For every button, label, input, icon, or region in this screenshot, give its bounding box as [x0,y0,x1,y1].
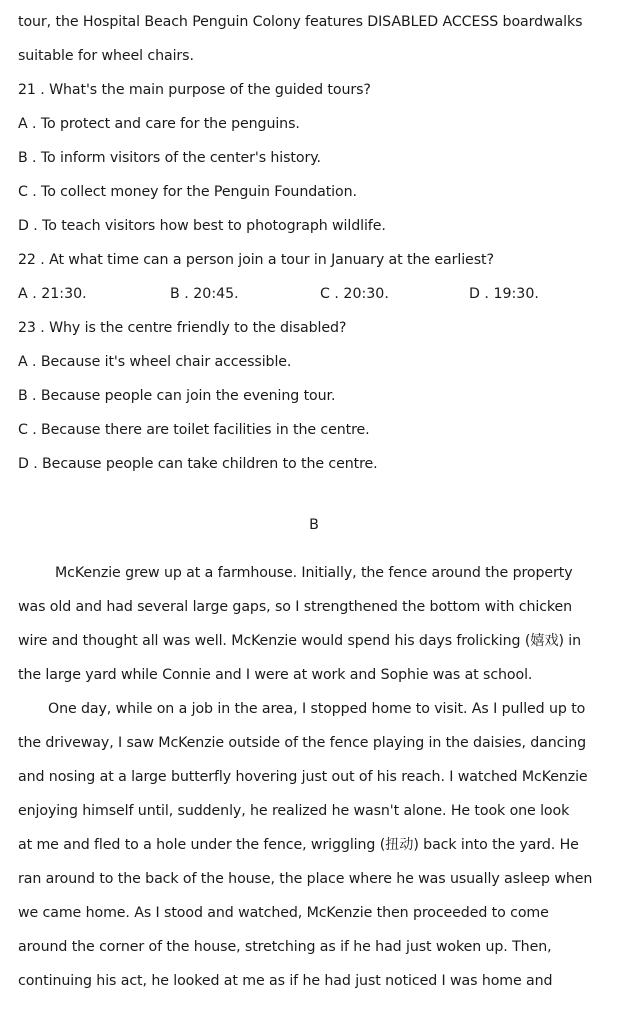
question-21-option-b: B . To inform visitors of the center's history. [18,150,321,166]
intro-line-1: tour, the Hospital Beach Penguin Colony features DISABLED ACCESS boardwalks [18,14,583,30]
question-23-option-d: D . Because people can take children to the centre. [18,456,378,472]
question-23-stem: 23 . Why is the centre friendly to the disabled? [18,320,347,336]
question-22-option-c: C . 20:30. [320,286,389,302]
question-21-option-a: A . To protect and care for the penguins. [18,116,300,132]
question-22-stem: 22 . At what time can a person join a tour in January at the earliest? [18,252,494,268]
question-22-option-d: D . 19:30. [469,286,539,302]
passage-p1-line-3: wire and thought all was well. McKenzie would spend his days frolicking (嬉戏) in [18,633,582,649]
passage-p2-line-4: enjoying himself until, suddenly, he realized he wasn't alone. He took one look [18,803,570,819]
intro-line-2: suitable for wheel chairs. [18,48,194,64]
passage-p1-line-1: McKenzie grew up at a farmhouse. Initially, the fence around the property [55,565,573,581]
question-23-option-c: C . Because there are toilet facilities in the centre. [18,422,370,438]
passage-p2-line-5: at me and fled to a hole under the fence, wriggling (扭动) back into the yard. He [18,837,579,853]
section-label: B [309,517,319,533]
question-22-option-a: A . 21:30. [18,286,87,302]
passage-p2-line-7: we came home. As I stood and watched, McKenzie then proceeded to come [18,905,549,921]
question-21-option-c: C . To collect money for the Penguin Foundation. [18,184,357,200]
passage-p2-line-1: One day, while on a job in the area, I stopped home to visit. As I pulled up to [48,701,586,717]
question-22-option-b: B . 20:45. [170,286,239,302]
passage-p2-line-3: and nosing at a large butterfly hovering just out of his reach. I watched McKenzie [18,769,588,785]
question-21-option-d: D . To teach visitors how best to photograph wildlife. [18,218,386,234]
passage-p2-line-9: continuing his act, he looked at me as if he had just noticed I was home and [18,973,553,989]
passage-p1-line-2: was old and had several large gaps, so I strengthened the bottom with chicken [18,599,573,615]
passage-p2-line-2: the driveway, I saw McKenzie outside of the fence playing in the daisies, dancing [18,735,587,751]
passage-p2-line-8: around the corner of the house, stretching as if he had just woken up. Then, [18,939,552,955]
question-23-option-a: A . Because it's wheel chair accessible. [18,354,292,370]
question-21-stem: 21 . What's the main purpose of the guided tours? [18,82,371,98]
passage-p2-line-6: ran around to the back of the house, the place where he was usually asleep when [18,871,593,887]
passage-p1-line-4: the large yard while Connie and I were at work and Sophie was at school. [18,667,533,683]
question-23-option-b: B . Because people can join the evening tour. [18,388,336,404]
